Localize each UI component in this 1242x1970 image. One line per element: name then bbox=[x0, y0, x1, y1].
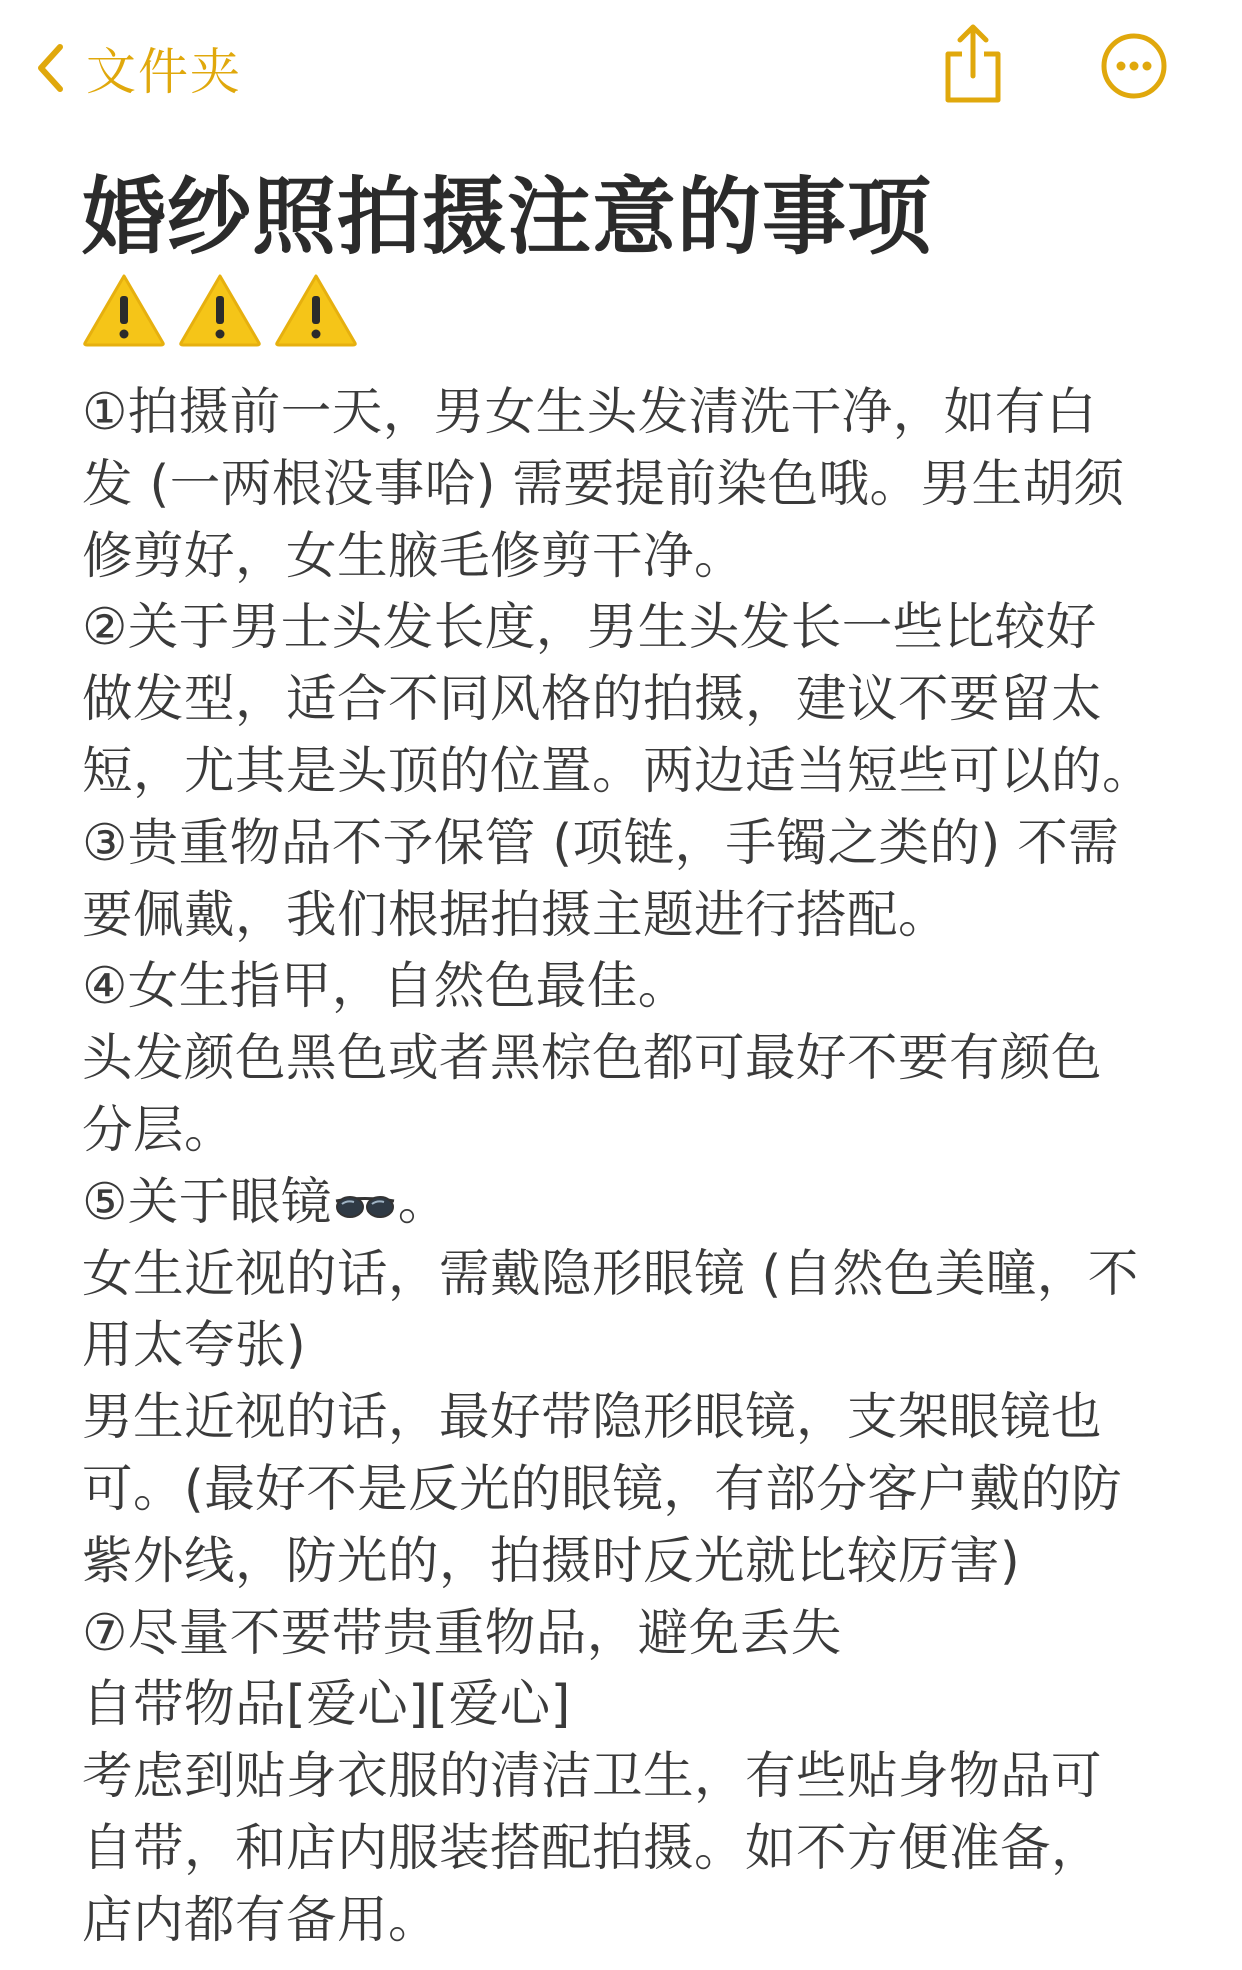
sunglasses-icon bbox=[334, 1169, 396, 1241]
note-line: 短，尤其是头顶的位置。两边适当短些可以的。 bbox=[82, 740, 1153, 800]
note-line: 要佩戴，我们根据拍摄主题进行搭配。 bbox=[82, 884, 949, 944]
note-line: ①拍摄前一天，男女生头发清洗干净，如有白 bbox=[82, 382, 1097, 441]
note-line-suffix: 。 bbox=[397, 1171, 449, 1231]
chevron-left-icon bbox=[36, 43, 64, 93]
note-body[interactable] bbox=[82, 376, 1192, 1956]
share-button[interactable] bbox=[940, 22, 1006, 106]
navigation-bar bbox=[0, 0, 1242, 140]
warning-icon bbox=[178, 272, 274, 348]
note-line: 用太夸张) bbox=[82, 1315, 307, 1375]
note-line: 做发型，适合不同风格的拍摄，建议不要留太 bbox=[82, 669, 1102, 729]
share-icon bbox=[940, 91, 1006, 110]
note-line: 店内都有备用。 bbox=[82, 1889, 439, 1949]
note-line: ③贵重物品不予保管 (项链，手镯之类的) 不需 bbox=[82, 812, 1120, 872]
note-line: 可。(最好不是反光的眼镜，有部分客户戴的防 bbox=[82, 1458, 1123, 1518]
more-icon bbox=[1100, 85, 1168, 104]
note-line: 修剪好，女生腋毛修剪干净。 bbox=[82, 525, 745, 585]
note-line: 女生近视的话，需戴隐形眼镜 (自然色美瞳，不 bbox=[82, 1243, 1139, 1303]
note-line-text: ⑤关于眼镜 bbox=[82, 1171, 332, 1231]
note-line: ⑦尽量不要带贵重物品，避免丢失 bbox=[82, 1602, 842, 1662]
warning-icon bbox=[274, 272, 370, 348]
more-button[interactable] bbox=[1100, 32, 1168, 100]
back-button[interactable] bbox=[36, 30, 242, 106]
note-line: 男生近视的话，最好带隐形眼镜，支架眼镜也 bbox=[82, 1387, 1102, 1447]
note-title: 婚纱照拍摄注意的事项 bbox=[82, 168, 933, 266]
note-line: 自带，和店内服装搭配拍摄。如不方便准备， bbox=[82, 1817, 1102, 1877]
note-line: 紫外线，防光的，拍摄时反光就比较厉害) bbox=[82, 1530, 1021, 1590]
note-line: 头发颜色黑色或者黑棕色都可最好不要有颜色 bbox=[82, 1028, 1102, 1088]
note-line: 发 (一两根没事哈) 需要提前染色哦。男生胡须 bbox=[82, 453, 1125, 513]
note-line: 考虑到贴身衣服的清洁卫生，有些贴身物品可 bbox=[82, 1746, 1102, 1806]
back-label: 文件夹 bbox=[86, 43, 242, 101]
note-line: ④女生指甲，自然色最佳。 bbox=[82, 956, 689, 1016]
note-line: 自带物品[爱心][爱心] bbox=[82, 1674, 571, 1734]
note-line: ②关于男士头发长度，男生头发长一些比较好 bbox=[82, 597, 1097, 657]
warning-icons bbox=[82, 272, 370, 348]
note-line: 分层。 bbox=[82, 1099, 235, 1159]
warning-icon bbox=[82, 272, 178, 348]
note-line-glasses bbox=[82, 1166, 1192, 1238]
